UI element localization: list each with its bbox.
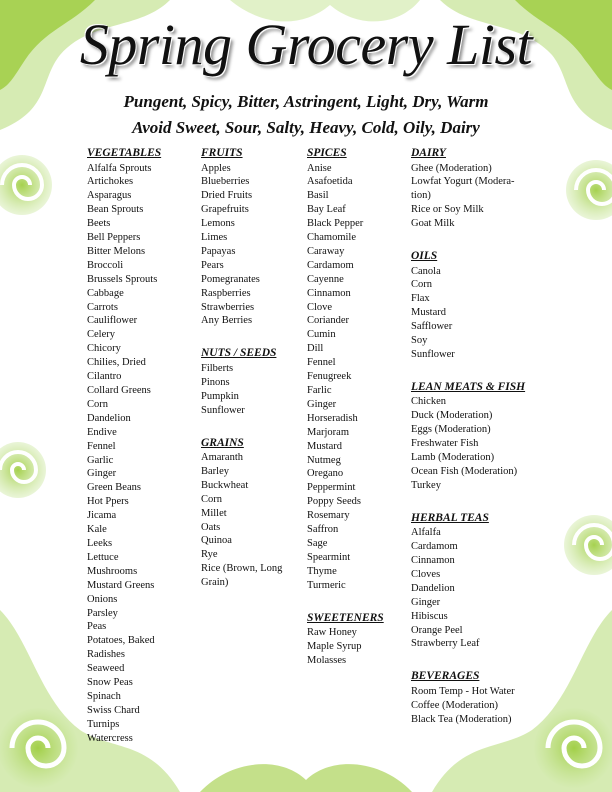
section-heading: LEAN MEATS & FISH — [411, 380, 526, 393]
list-item: Mustard Greens — [87, 579, 155, 591]
list-item: Fenugreek — [307, 371, 352, 383]
list-item: Corn — [87, 398, 108, 410]
list-item: Carrots — [87, 301, 118, 313]
list-item: Farlic — [307, 385, 332, 396]
list-item: Canola — [411, 265, 441, 277]
section-heading: VEGETABLES — [87, 147, 162, 159]
list-item: Marjoram — [307, 426, 349, 438]
list-item: Brussels Sprouts — [87, 273, 158, 285]
list-item: Ginger — [307, 398, 337, 410]
list-item: Garlic — [87, 454, 114, 466]
list-item: Jicama — [87, 510, 117, 522]
list-item: Goat Milk — [411, 218, 455, 230]
list-item: Orange Peel — [411, 624, 463, 636]
list-item: Barley — [201, 465, 229, 477]
list-item: Cabbage — [87, 287, 124, 299]
column-1 — [87, 146, 197, 746]
section-nuts-seeds — [201, 346, 303, 417]
list-item: Turmeric — [307, 579, 346, 591]
section-heading: GRAINS — [201, 436, 244, 449]
list-item: Cardamom — [411, 541, 458, 553]
list-item: Onions — [87, 593, 118, 605]
list-item: Hot Ppers — [87, 496, 129, 508]
list-item: Buckwheat — [201, 479, 249, 491]
list-item: Poppy Seeds — [307, 496, 361, 508]
list-item: Strawberries — [201, 301, 255, 313]
column-3 — [307, 146, 407, 668]
list-item: Sunflower — [201, 404, 245, 416]
list-item: Strawberry Leaf — [411, 638, 480, 650]
list-item: Green Beans — [87, 482, 141, 494]
list-item: Raw Honey — [307, 627, 357, 639]
list-item: Limes — [201, 232, 228, 244]
list-item: Sunflower — [411, 348, 455, 360]
list-item: Spearmint — [307, 551, 351, 563]
column-4 — [411, 146, 531, 727]
list-item: Lamb (Moderation) — [411, 452, 495, 463]
list-item: Collard Greens — [87, 385, 151, 396]
list-item: Ginger — [411, 596, 441, 608]
list-item: Kale — [87, 524, 107, 536]
list-item: Fennel — [87, 440, 116, 452]
list-item: Amaranth — [201, 452, 243, 463]
list-item: Chilies, Dried — [87, 357, 146, 369]
list-item: Lettuce — [87, 551, 119, 563]
list-item: Quinoa — [201, 535, 232, 547]
list-item: Asparagus — [87, 190, 132, 202]
column-2 — [201, 146, 303, 590]
section-lean-meats-fish — [411, 380, 531, 493]
section-spices — [307, 146, 407, 593]
list-item: Sage — [307, 537, 328, 549]
list-item: Bell Peppers — [87, 232, 141, 244]
list-item: Ginger — [87, 468, 117, 480]
list-item: Rye — [201, 549, 218, 561]
section-beverages — [411, 669, 531, 726]
section-heading: SPICES — [307, 147, 347, 159]
list-item: Oats — [201, 521, 221, 533]
list-item: Nutmeg — [307, 454, 341, 466]
list-item: Parsley — [87, 607, 118, 619]
section-dairy — [411, 146, 531, 231]
section-grains — [201, 436, 303, 591]
list-item: Cumin — [307, 329, 336, 341]
list-item: Alfalfa — [411, 527, 441, 539]
section-heading: BEVERAGES — [411, 670, 480, 683]
list-item: Leeks — [87, 537, 113, 549]
list-item: Molasses — [307, 654, 347, 666]
list-item: Broccoli — [87, 259, 124, 271]
list-item: Corn — [201, 493, 222, 505]
list-item: Turkey — [411, 479, 441, 491]
list-item: Millet — [201, 507, 227, 519]
list-item: Asafoetida — [307, 176, 353, 188]
section-heading: SWEETENERS — [307, 611, 384, 624]
list-item: Celery — [87, 329, 115, 341]
list-item: Seaweed — [87, 663, 125, 675]
list-item: Any Berries — [201, 315, 253, 327]
section-heading: NUTS / SEEDS — [201, 347, 277, 360]
section-heading: OILS — [411, 250, 438, 263]
list-item: Lemons — [201, 218, 235, 230]
list-item: Coffee (Moderation) — [411, 699, 498, 711]
list-item: Black Tea (Moderation) — [411, 713, 512, 725]
list-item: Black Pepper — [307, 218, 364, 230]
list-item: Beets — [87, 218, 111, 230]
list-item: Bitter Melons — [87, 245, 146, 257]
list-item: Pears — [201, 259, 224, 271]
section-fruits — [201, 146, 303, 328]
list-item: Ocean Fish (Moderation) — [411, 465, 518, 477]
list-item: Rice (Brown, Long Grain) — [201, 563, 283, 589]
list-item: Potatoes, Baked — [87, 635, 155, 647]
section-heading: FRUITS — [201, 147, 243, 159]
list-item: Peas — [87, 621, 107, 633]
list-item: Mushrooms — [87, 565, 138, 577]
section-sweeteners — [307, 611, 407, 668]
list-item: Cinnamon — [411, 555, 455, 567]
list-item: Apples — [201, 162, 231, 174]
list-item: Maple Syrup — [307, 641, 362, 652]
list-item: Cloves — [411, 568, 441, 580]
list-item: Cauliflower — [87, 315, 138, 327]
list-item: Dried Fruits — [201, 190, 253, 202]
list-item: Clove — [307, 301, 333, 313]
list-item: Endive — [87, 426, 117, 438]
list-item: Radishes — [87, 649, 125, 661]
list-item: Anise — [307, 162, 332, 174]
list-item: Chicory — [87, 343, 121, 355]
list-item: Safflower — [411, 321, 453, 333]
list-item: Eggs (Moderation) — [411, 424, 491, 436]
section-vegetables — [87, 146, 197, 746]
subtitle-prefer: Pungent, Spicy, Bitter, Astringent, Light, Dry, Warm — [123, 92, 489, 111]
list-item: Cinnamon — [307, 287, 351, 299]
list-item: Chamomile — [307, 232, 356, 244]
section-heading: DAIRY — [411, 147, 446, 159]
list-item: Turnips — [87, 718, 120, 730]
list-item: Bean Sprouts — [87, 204, 144, 216]
list-item: Caraway — [307, 245, 345, 257]
list-item: Pinons — [201, 376, 230, 388]
list-item: Filberts — [201, 362, 234, 374]
list-item: Cardamom — [307, 259, 354, 271]
list-item: Ghee (Moderation) — [411, 162, 492, 174]
section-heading: HERBAL TEAS — [411, 511, 489, 524]
list-item: Bay Leaf — [307, 204, 346, 216]
list-item: Snow Peas — [87, 677, 133, 689]
list-item: Chicken — [411, 396, 446, 408]
list-item: Dandelion — [411, 582, 455, 594]
list-item: Corn — [411, 279, 432, 291]
list-item: Papayas — [201, 245, 236, 257]
page-title: Spring Grocery List — [79, 12, 533, 77]
list-item: Lowfat Yogurt (Modera-tion) — [411, 176, 515, 202]
list-item: Saffron — [307, 524, 339, 536]
list-item: Freshwater Fish — [411, 438, 479, 450]
list-item: Peppermint — [307, 482, 356, 494]
list-item: Raspberries — [201, 287, 251, 299]
section-herbal-teas — [411, 511, 531, 652]
list-item: Fennel — [307, 357, 336, 369]
list-item: Alfalfa Sprouts — [87, 162, 152, 174]
list-item: Pumpkin — [201, 390, 239, 402]
list-item: Swiss Chard — [87, 704, 140, 716]
list-item: Cilantro — [87, 371, 122, 383]
list-item: Spinach — [87, 690, 121, 702]
list-item: Rice or Soy Milk — [411, 204, 484, 216]
section-oils — [411, 249, 531, 362]
list-item: Mustard — [411, 307, 446, 319]
list-item: Blueberries — [201, 176, 250, 188]
list-item: Pomegranates — [201, 273, 260, 285]
list-item: Horseradish — [307, 412, 358, 424]
list-item: Grapefruits — [201, 204, 249, 216]
list-item: Basil — [307, 190, 329, 202]
list-item: Soy — [411, 335, 428, 347]
list-item: Hibiscus — [411, 610, 448, 622]
list-item: Artichokes — [87, 176, 134, 188]
list-item: Dandelion — [87, 412, 131, 424]
list-item: Rosemary — [307, 510, 350, 522]
list-item: Room Temp - Hot Water — [411, 685, 515, 697]
list-item: Cayenne — [307, 273, 344, 285]
list-item: Flax — [411, 293, 430, 305]
list-item: Coriander — [307, 315, 349, 327]
list-item: Duck (Moderation) — [411, 410, 493, 422]
subtitle-avoid: Avoid Sweet, Sour, Salty, Heavy, Cold, Oily, Dairy — [132, 118, 480, 137]
list-item: Dill — [307, 343, 324, 355]
list-item: Thyme — [307, 565, 337, 577]
list-item: Mustard — [307, 440, 342, 452]
list-item: Oregano — [307, 468, 344, 480]
list-item: Watercress — [87, 732, 133, 744]
